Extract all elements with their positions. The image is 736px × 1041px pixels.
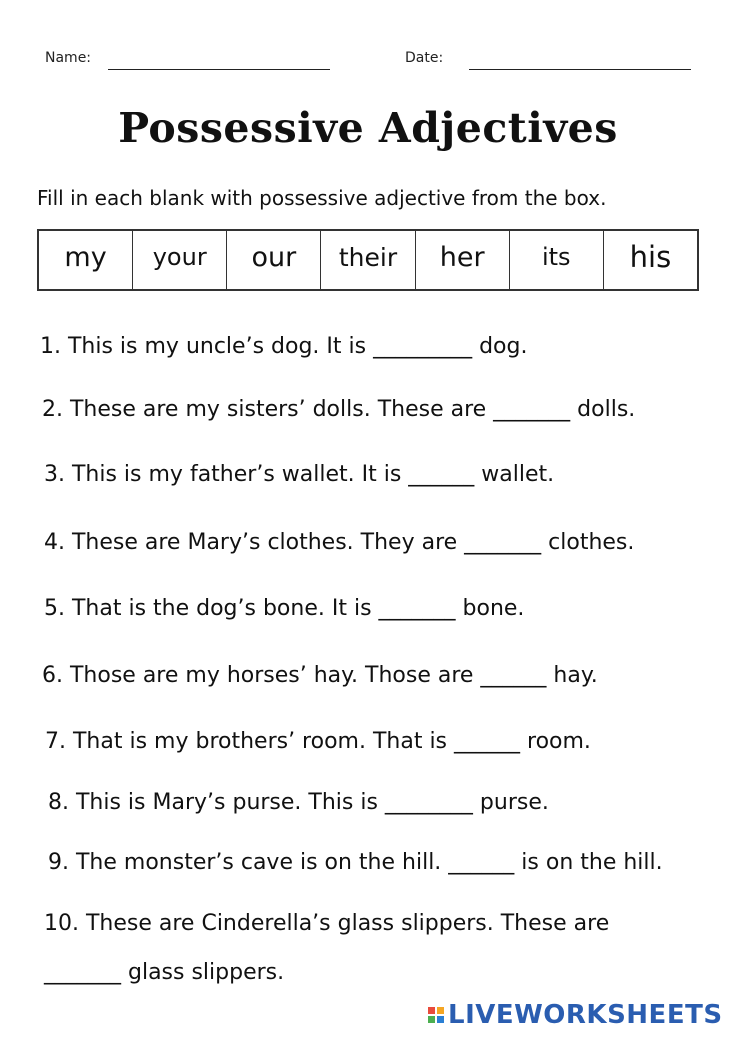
- question-3: 3. This is my father’s wallet. It is ______ wallet.: [44, 462, 555, 487]
- date-line[interactable]: [469, 69, 691, 70]
- word-cell: your: [133, 231, 227, 289]
- name-label: Name:: [45, 50, 92, 66]
- date-label: Date:: [405, 50, 444, 66]
- word-cell: our: [227, 231, 321, 289]
- brand-name: LIVEWORKSHEETS: [448, 1000, 723, 1030]
- question-8: 8. This is Mary’s purse. This is ________ purse.: [48, 790, 549, 815]
- word-cell: his: [629, 240, 672, 274]
- name-line[interactable]: [108, 69, 330, 70]
- word-box: [37, 229, 699, 291]
- word-cell: her: [416, 231, 510, 289]
- question-7: 7. That is my brothers’ room. That is ______ room.: [45, 729, 591, 754]
- question-5: 5. That is the dog’s bone. It is _______ bone.: [44, 596, 525, 621]
- question-1: 1. This is my uncle’s dog. It is _________ dog.: [40, 334, 528, 359]
- question-9: 9. The monster’s cave is on the hill. ______ is on the hill.: [48, 850, 663, 875]
- word-cell: my: [39, 231, 133, 289]
- question-4: 4. These are Mary’s clothes. They are _______ clothes.: [44, 530, 635, 555]
- question-10-continued: _______ glass slippers.: [44, 960, 285, 985]
- logo-mark-icon: [428, 1007, 444, 1023]
- question-2: 2. These are my sisters’ dolls. These are _______ dolls.: [42, 397, 636, 422]
- question-10: 10. These are Cinderella’s glass slippers. These are: [44, 911, 610, 936]
- page-title: Possessive Adjectives: [118, 104, 618, 152]
- question-6: 6. Those are my horses’ hay. Those are ______ hay.: [42, 663, 598, 688]
- liveworksheets-logo: [428, 1000, 723, 1030]
- instruction-text: Fill in each blank with possessive adjective from the box.: [37, 186, 607, 210]
- word-cell: their: [321, 231, 415, 289]
- word-cell: its: [510, 231, 604, 289]
